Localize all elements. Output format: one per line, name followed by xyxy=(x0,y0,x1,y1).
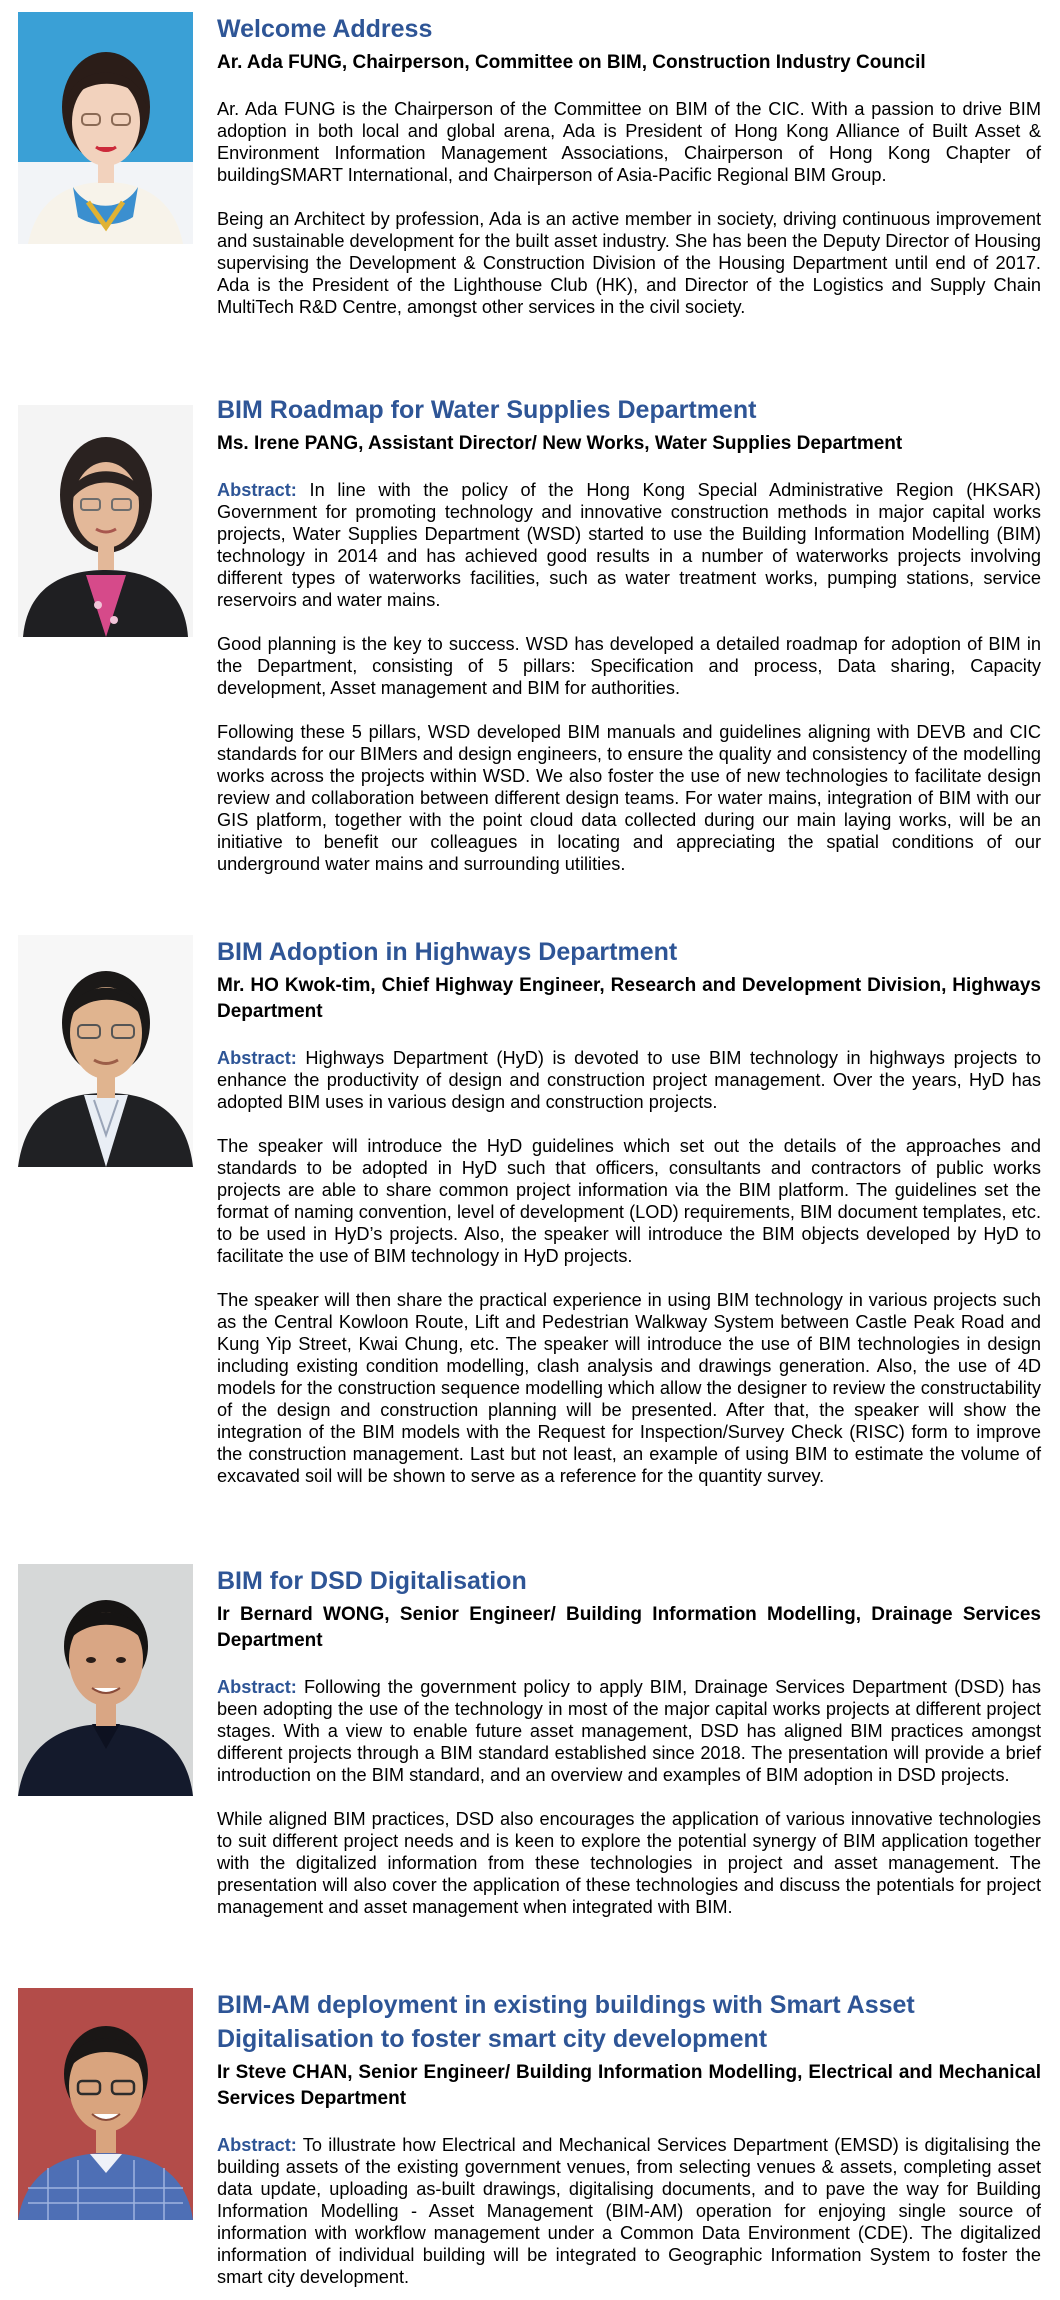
abstract-label: Abstract: xyxy=(217,2135,297,2155)
section-title: BIM Roadmap for Water Supplies Department xyxy=(217,396,757,424)
abstract-label: Abstract: xyxy=(217,1677,297,1697)
abstract-paragraph: The speaker will introduce the HyD guidelines which set out the details of the approaches and standards to be adopted in HyD such that officers, consultants and contractors of public works projects are able to share common project information via the BIM platform. The guidelines set the format of naming convention, level of development (LOD) requirements, BIM document templates, etc. to be used in HyD’s projects. Also, the speaker will introduce the BIM objects developed by HyD to facilitate the use of BIM technology in HyD projects. xyxy=(217,1136,1041,1266)
speaker-photo-steve-chan xyxy=(18,1988,193,2220)
abstract-label: Abstract: xyxy=(217,480,297,500)
speaker-bio-paragraph: Ar. Ada FUNG is the Chairperson of the Committee on BIM of the CIC. With a passion to drive BIM adoption in both local and global arena, Ada is President of Hong Kong Alliance of Built Asset & Environment Information Management Associations, Chairperson of Hong Kong Chapter of buildingSMART International, and Chairperson of Asia-Pacific Regional BIM Group. xyxy=(217,99,1041,185)
abstract-text: To illustrate how Electrical and Mechanical Services Department (EMSD) is digitalising the building assets of the existing government venues, from selecting venues & assets, completing asset data update, uploading as-built drawings, digitalising documents, and to pave the way for Building Information Modelling - Asset Management (BIM-AM) operation for enjoying single source of information with workflow management under a Common Data Environment (CDE). The digitalized information of individual building will be integrated to Geographic Information System to foster the smart city development. xyxy=(217,2135,1041,2287)
abstract-paragraph: The speaker will then share the practical experience in using BIM technology in various projects such as the Central Kowloon Route, Lift and Pedestrian Walkway System between Castle Peak Road and Kung Yip Street, Kwai Chung, etc. The speaker will introduce the use of BIM technologies in design including existing condition modelling, clash analysis and drawings generation. Also, the use of 4D models for the construction sequence modelling which allow the designer to review the constructability of the design and construction planning will be presented. After that, the speaker will show the integration of the BIM models with the Request for Inspection/Survey Check (RISC) form to improve the construction management. Last but not least, an example of using BIM to estimate the volume of excavated soil will be shown to serve as a reference for the quantity survey. xyxy=(217,1290,1041,1486)
speaker-photo-bernard-wong xyxy=(18,1564,193,1796)
abstract-label: Abstract: xyxy=(217,1048,297,1068)
portrait-icon xyxy=(18,405,193,637)
abstract-paragraph: While aligned BIM practices, DSD also encourages the application of various innovative technologies to suit different project needs and is keen to explore the potential synergy of BIM application together with the digitalized information from these technologies in project and asset management. The presentation will also cover the application of these technologies and discuss the potentials for project management and asset management when integrated with BIM. xyxy=(217,1809,1041,1917)
speaker-photo-ada-fung xyxy=(18,12,193,244)
portrait-icon xyxy=(18,935,193,1167)
speaker-bio-paragraph: Being an Architect by profession, Ada is an active member in society, driving continuous improvement and sustainable development for the built asset industry. She has been the Deputy Director of Housing supervising the Development & Construction Division of the Housing Department until end of 2017. Ada is the President of the Lighthouse Club (HK), and Director of the Logistics and Supply Chain MultiTech R&D Centre, amongst other services in the civil society. xyxy=(217,209,1041,317)
speaker-name: Ar. Ada FUNG, Chairperson, Committee on BIM, Construction Industry Council xyxy=(217,52,926,73)
speaker-name: Ir Bernard WONG, Senior Engineer/ Building Information Modelling, Drainage Services Department xyxy=(217,1604,1041,1651)
abstract-paragraph: Good planning is the key to success. WSD has developed a detailed roadmap for adoption of BIM in the Department, consisting of 5 pillars: Specification and process, Data sharing, Capacity development, Asset management and BIM for authorities. xyxy=(217,634,1041,698)
abstract-paragraph xyxy=(217,1676,1041,1786)
abstract-paragraph xyxy=(217,1047,1041,1113)
section-title: Welcome Address xyxy=(217,15,433,43)
portrait-icon xyxy=(18,1564,193,1796)
section-title: BIM Adoption in Highways Department xyxy=(217,938,678,966)
speaker-photo-irene-pang xyxy=(18,405,193,637)
abstract-text: In line with the policy of the Hong Kong Special Administrative Region (HKSAR) Government for promoting technology and innovative construction methods in major capital works projects, Water Supplies Department (WSD) started to use the Building Information Modelling (BIM) technology in 2014 and has achieved good results in a number of waterworks projects involving different types of waterworks facilities, such as water treatment works, pumping stations, service reservoirs and water mains. xyxy=(217,480,1041,610)
speaker-name: Ms. Irene PANG, Assistant Director/ New Works, Water Supplies Department xyxy=(217,433,903,454)
portrait-icon xyxy=(18,12,193,244)
speaker-photo-ho-kwok-tim xyxy=(18,935,193,1167)
section-title: BIM-AM deployment in existing buildings with Smart Asset Digitalisation to foster smart city development xyxy=(217,1991,915,2053)
abstract-text: Following the government policy to apply BIM, Drainage Services Department (DSD) has been adopting the use of the technology in most of the major capital works projects at different project stages. With a view to enable future asset management, DSD has aligned BIM practices amongst different projects through a BIM standard established since 2018. The presentation will provide a brief introduction on the BIM standard, and an overview and examples of BIM adoption in DSD projects. xyxy=(217,1677,1041,1785)
speaker-name: Mr. HO Kwok-tim, Chief Highway Engineer, Research and Development Division, Highways Department xyxy=(217,975,1041,1022)
abstract-paragraph xyxy=(217,479,1041,611)
abstract-paragraph: Following these 5 pillars, WSD developed BIM manuals and guidelines aligning with DEVB and CIC standards for our BIMers and design engineers, to ensure the quality and consistency of the modelling works across the projects within WSD. We also foster the use of new technologies to facilitate design review and collaboration between different design teams. For water mains, integration of BIM with our GIS platform, together with the point cloud data collected during our main laying works, will be an initiative to benefit our colleagues in locating and appreciating the spatial conditions of our underground water mains and surrounding utilities. xyxy=(217,722,1041,874)
section-title: BIM for DSD Digitalisation xyxy=(217,1567,527,1595)
abstract-text: Highways Department (HyD) is devoted to use BIM technology in highways projects to enhance the productivity of design and construction project management. Over the years, HyD has adopted BIM uses in various design and construction projects. xyxy=(217,1048,1041,1112)
abstract-paragraph xyxy=(217,2134,1041,2288)
speaker-name: Ir Steve CHAN, Senior Engineer/ Building Information Modelling, Electrical and Mechanical Services Department xyxy=(217,2062,1041,2109)
portrait-icon xyxy=(18,1988,193,2220)
